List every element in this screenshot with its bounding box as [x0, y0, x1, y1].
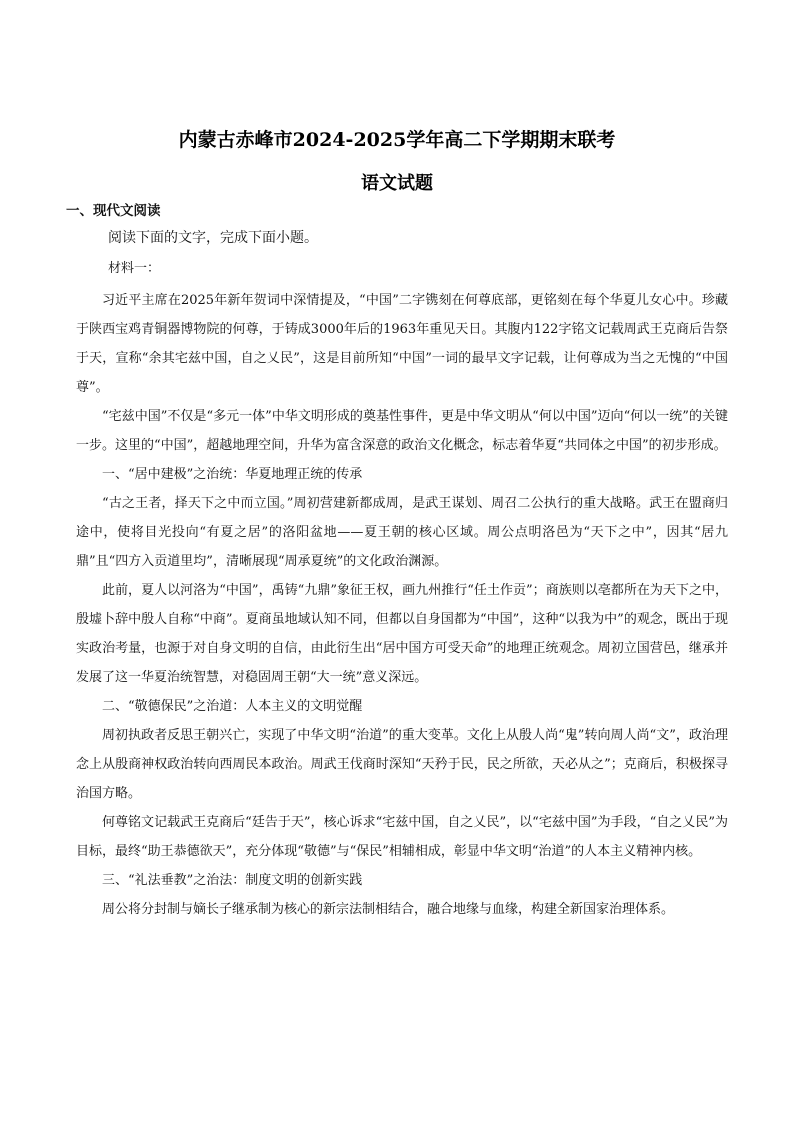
instruction-text: 阅读下面的文字，完成下面小题。 — [108, 230, 318, 246]
paragraph: 习近平主席在2025年新年贺词中深情提及，“中国”二字镌刻在何尊底部，更铭刻在每个华夏儿女心中。珍藏于陕西宝鸡青铜器博物院的何尊，于铸成3000年后的1963年重见天日。其腹内122字铭文记载周武王克商后告祭于天，宣称“余其宅兹中国，自之乂民”，这是目前所知“中国”一词的最早文字记载，让何尊成为当之无愧的“中国尊”。 — [76, 293, 728, 395]
subheading: 二、“敬德保民”之治道：人本主义的文明觉醒 — [102, 699, 363, 714]
paragraph: 此前，夏人以河洛为“中国”，禹铸“九鼎”象征王权，画九州推行“任土作贡”；商族则以亳都所在为天下之中，殷墟卜辞中殷人自称“中商”。夏商虽地域认知不同，但都以自身国都为“中国”，这种“以我为中”的观念，既出于现实政治考量，也源于对自身文明的自信，由此衍生出“居中国方可受天命”的地理正统观念。周初立国营邑，继承并发展了这一华夏治统智慧，对稳固周王朝“大一统”意义深远。 — [76, 583, 728, 685]
subheading: 三、“礼法垂教”之治法：制度文明的创新实践 — [102, 873, 363, 888]
subheading: 一、“居中建极”之治统：华夏地理正统的传承 — [102, 467, 363, 482]
paragraph: 何尊铭文记载武王克商后“廷告于天”，核心诉求“宅兹中国，自之乂民”，以“宅兹中国”为手段，“自之乂民”为目标，最终“助王恭德欲天”，充分体现“敬德”与“保民”相辅相成，彰显中华文明“治道”的人本主义精神内核。 — [76, 815, 728, 859]
section-heading: 一、现代文阅读 — [66, 203, 161, 219]
paragraph: “宅兹中国”不仅是“多元一体”中华文明形成的奠基性事件，更是中华文明从“何以中国”迈向“何以一统”的关键一步。这里的“中国”，超越地理空间，升华为富含深意的政治文化概念，标志着华夏“共同体之中国”的初步形成。 — [76, 409, 728, 453]
paragraph: “古之王者，择天下之中而立国。”周初营建新都成周，是武王谋划、周召二公执行的重大战略。武王在盟商归途中，使将目光投向“有夏之居”的洛阳盆地——夏王朝的核心区域。周公点明洛邑为“天下之中”，因其“居九鼎”且“四方入贡道里均”，清晰展现“周承夏统”的文化政治渊源。 — [76, 496, 728, 569]
material-label: 材料一： — [108, 261, 161, 276]
document-title: 内蒙古赤峰市2024-2025学年高二下学期期末联考 — [178, 129, 616, 151]
article-body — [76, 286, 728, 924]
document-subtitle: 语文试题 — [361, 173, 433, 194]
paragraph: 周公将分封制与嫡长子继承制为核心的新宗法制相结合，融合地缘与血缘，构建全新国家治理体系。 — [102, 902, 675, 917]
paragraph: 周初执政者反思王朝兴亡，实现了中华文明“治道”的重大变革。文化上从殷人尚“鬼”转向周人尚“文”，政治理念上从殷商神权政治转向西周民本政治。周武王伐商时深知“天矜于民，民之所欲，天必从之”；克商后，积极探寻治国方略。 — [76, 728, 728, 801]
